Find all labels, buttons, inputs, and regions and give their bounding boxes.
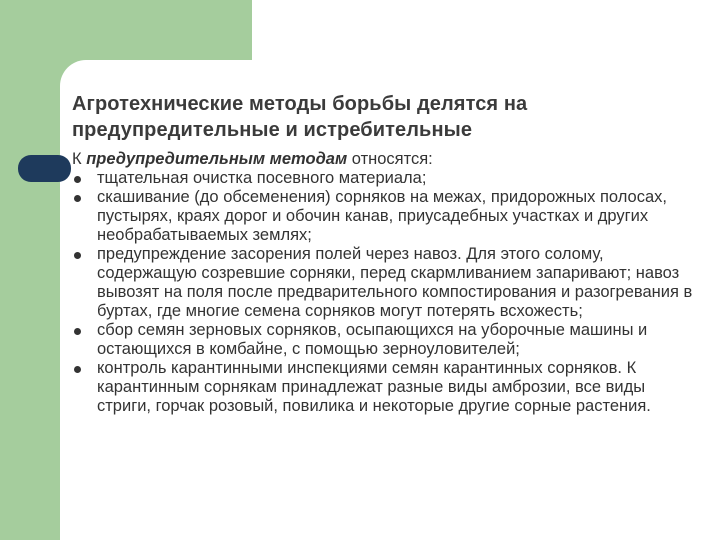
bullet-dot-icon: [74, 328, 81, 335]
navy-accent-tab: [18, 155, 71, 182]
list-item: [72, 321, 702, 359]
bullet-dot-icon: [74, 195, 81, 202]
bullet-list: [72, 169, 702, 416]
intro-prefix: К: [72, 150, 87, 168]
intro-suffix: относятся:: [347, 150, 433, 168]
bullet-text: скашивание (до обсеменения) сорняков на межах, придорожных полосах, пустырях, краях дорог и обочин канав, приусадебных участках и других необрабатываемых землях;: [97, 188, 667, 244]
slide-body: [72, 150, 702, 416]
list-item: [72, 359, 702, 416]
bullet-text: контроль карантинными инспекциями семян карантинных сорняков. К карантинным сорнякам принадлежат разные виды амброзии, все виды стриги, горчак розовый, повилика и некоторые другие сорные растения.: [97, 359, 651, 415]
slide-title: Агротехнические методы борьбы делятся на предупредительные и истребительные: [72, 93, 528, 141]
list-item: [72, 188, 702, 245]
bullet-text: предупреждение засорения полей через навоз. Для этого солому, содержащую созревшие сорняки, перед скармливанием запаривают; навоз вывозят на поля после предварительного компостирования и разогревания в буртах, где многие семена сорняков могут потерять всхожесть;: [97, 245, 693, 320]
list-item: [72, 245, 702, 321]
bullet-text: тщательная очистка посевного материала;: [97, 169, 427, 187]
bullet-dot-icon: [74, 176, 81, 183]
bullet-text: сбор семян зерновых сорняков, осыпающихся на уборочные машины и остающихся в комбайне, с помощью зерноуловителей;: [97, 321, 648, 358]
bullet-dot-icon: [74, 252, 81, 259]
bullet-dot-icon: [74, 366, 81, 373]
list-item: [72, 169, 702, 188]
intro-emphasis: предупредительным методам: [86, 150, 348, 168]
intro-line: [72, 150, 702, 169]
